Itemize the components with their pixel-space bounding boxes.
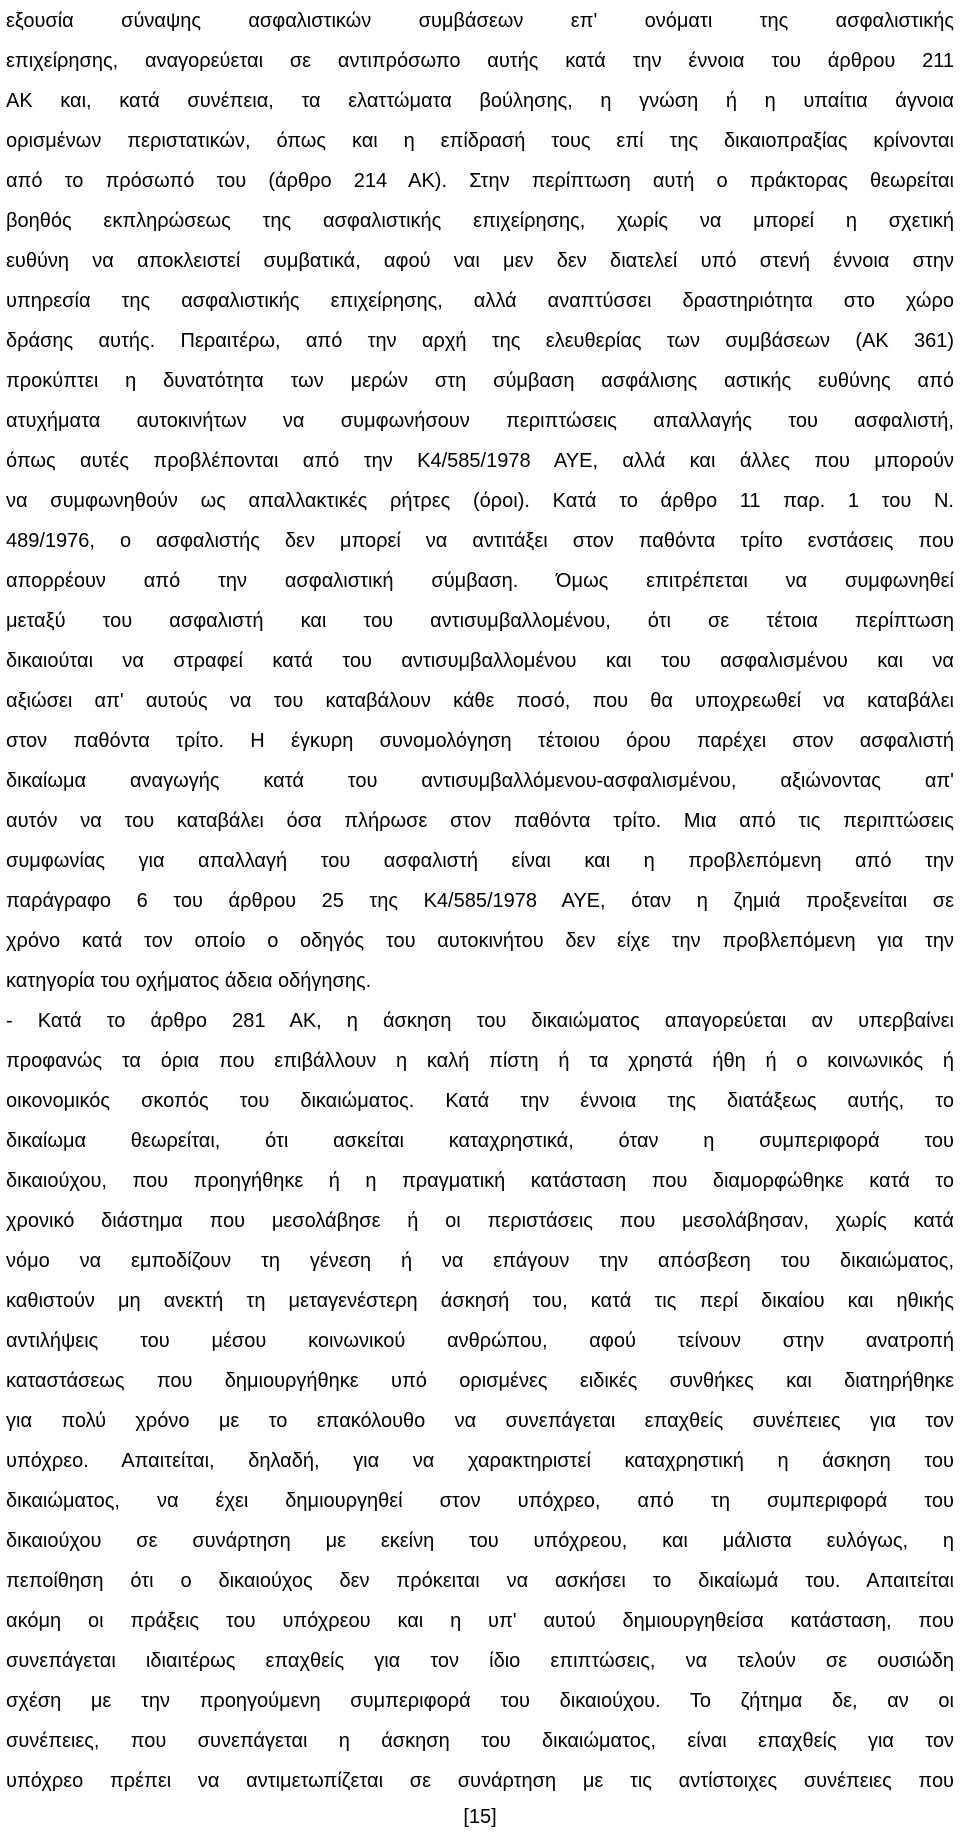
text-line: υπόχρεο πρέπει να αντιμετωπίζεται σε συνάρτηση με τις αντίστοιχες συνέπειες που <box>6 1770 954 1792</box>
text-line: δράσης αυτής. Περαιτέρω, από την αρχή της ελευθερίας των συμβάσεων (ΑΚ 361) <box>6 330 954 352</box>
text-line: χρόνο κατά τον οποίο ο οδηγός του αυτοκινήτου δεν είχε την προβλεπόμενη για την <box>6 930 954 952</box>
text-line: 489/1976, ο ασφαλιστής δεν μπορεί να αντιτάξει στον παθόντα τρίτο ενστάσεις που <box>6 530 954 552</box>
text-line: ορισμένων περιστατικών, όπως και η επίδρασή τους επί της δικαιοπραξίας κρίνονται <box>6 130 954 152</box>
text-line: συνεπάγεται ιδιαιτέρως επαχθείς για τον ίδιο επιπτώσεις, να τελούν σε ουσιώδη <box>6 1650 954 1672</box>
text-line: σχέση με την προηγούμενη συμπεριφορά του δικαιούχου. Το ζήτημα δε, αν οι <box>6 1690 954 1712</box>
text-line: παράγραφο 6 του άρθρου 25 της Κ4/585/1978 ΑΥΕ, όταν η ζημιά προξενείται σε <box>6 890 954 912</box>
text-line: για πολύ χρόνο με το επακόλουθο να συνεπάγεται επαχθείς συνέπειες για τον <box>6 1410 954 1432</box>
text-line: χρονικό διάστημα που μεσολάβησε ή οι περιστάσεις που μεσολάβησαν, χωρίς κατά <box>6 1210 954 1232</box>
text-line: συνέπειες, που συνεπάγεται η άσκηση του δικαιώματος, είναι επαχθείς για τον <box>6 1730 954 1752</box>
text-line: δικαιώματος, να έχει δημιουργηθεί στον υπόχρεο, από τη συμπεριφορά του <box>6 1490 954 1512</box>
text-line: δικαίωμα θεωρείται, ότι ασκείται καταχρηστικά, όταν η συμπεριφορά του <box>6 1130 954 1152</box>
text-line: καταστάσεως που δημιουργήθηκε υπό ορισμένες ειδικές συνθήκες και διατηρήθηκε <box>6 1370 954 1392</box>
text-line: αξιώσει απ' αυτούς να του καταβάλουν κάθε ποσό, που θα υποχρεωθεί να καταβάλει <box>6 690 954 712</box>
text-line: συμφωνίας για απαλλαγή του ασφαλιστή είναι και η προβλεπόμενη από την <box>6 850 954 872</box>
text-line: καθιστούν μη ανεκτή τη μεταγενέστερη άσκησή του, κατά τις περί δικαίου και ηθικής <box>6 1290 954 1312</box>
text-line: αντιλήψεις του μέσου κοινωνικού ανθρώπου, αφού τείνουν στην ανατροπή <box>6 1330 954 1352</box>
text-line: νόμο να εμποδίζουν τη γένεση ή να επάγουν την απόσβεση του δικαιώματος, <box>6 1250 954 1272</box>
text-line: πεποίθηση ότι ο δικαιούχος δεν πρόκειται να ασκήσει το δικαίωμά του. Απαιτείται <box>6 1570 954 1592</box>
page-number: [15] <box>463 1806 497 1828</box>
text-line: υπόχρεο. Απαιτείται, δηλαδή, για να χαρακτηριστεί καταχρηστική η άσκηση του <box>6 1450 954 1472</box>
text-line: κατηγορία του οχήματος άδεια οδήγησης. <box>6 970 372 992</box>
text-line: να συμφωνηθούν ως απαλλακτικές ρήτρες (όροι). Κατά το άρθρο 11 παρ. 1 του Ν. <box>6 490 954 512</box>
text-line: από το πρόσωπό του (άρθρο 214 ΑΚ). Στην περίπτωση αυτή ο πράκτορας θεωρείται <box>6 170 954 192</box>
text-line: δικαιούχου σε συνάρτηση με εκείνη του υπόχρεου, και μάλιστα ευλόγως, η <box>6 1530 954 1552</box>
text-line: προκύπτει η δυνατότητα των μερών στη σύμβαση ασφάλισης αστικής ευθύνης από <box>6 370 954 392</box>
text-line: όπως αυτές προβλέπονται από την Κ4/585/1978 ΑΥΕ, αλλά και άλλες που μπορούν <box>6 450 954 472</box>
text-line: - Κατά το άρθρο 281 ΑΚ, η άσκηση του δικαιώματος απαγορεύεται αν υπερβαίνει <box>6 1010 954 1032</box>
text-line: βοηθός εκπληρώσεως της ασφαλιστικής επιχείρησης, χωρίς να μπορεί η σχετική <box>6 210 954 232</box>
text-line: επιχείρησης, αναγορεύεται σε αντιπρόσωπο αυτής κατά την έννοια του άρθρου 211 <box>6 50 954 72</box>
text-line: μεταξύ του ασφαλιστή και του αντισυμβαλλομένου, ότι σε τέτοια περίπτωση <box>6 610 954 632</box>
text-line: εξουσία σύναψης ασφαλιστικών συμβάσεων επ' ονόματι της ασφαλιστικής <box>6 10 954 32</box>
text-line: αυτόν να του καταβάλει όσα πλήρωσε στον παθόντα τρίτο. Μια από τις περιπτώσεις <box>6 810 954 832</box>
text-line: ευθύνη να αποκλειστεί συμβατικά, αφού ναι μεν δεν διατελεί υπό στενή έννοια στην <box>6 250 954 272</box>
text-line: ΑΚ και, κατά συνέπεια, τα ελαττώματα βούλησης, η γνώση ή η υπαίτια άγνοια <box>6 90 954 112</box>
text-line: απορρέουν από την ασφαλιστική σύμβαση. Όμως επιτρέπεται να συμφωνηθεί <box>6 570 954 592</box>
text-line: δικαίωμα αναγωγής κατά του αντισυμβαλλόμενου-ασφαλισμένου, αξιώνοντας απ' <box>6 770 954 792</box>
text-line: δικαιούχου, που προηγήθηκε ή η πραγματική κατάσταση που διαμορφώθηκε κατά το <box>6 1170 954 1192</box>
text-line: δικαιούται να στραφεί κατά του αντισυμβαλλομένου και του ασφαλισμένου και να <box>6 650 954 672</box>
text-line: προφανώς τα όρια που επιβάλλουν η καλή πίστη ή τα χρηστά ήθη ή ο κοινωνικός ή <box>6 1050 954 1072</box>
text-line: ατυχήματα αυτοκινήτων να συμφωνήσουν περιπτώσεις απαλλαγής του ασφαλιστή, <box>6 410 954 432</box>
text-line: ακόμη οι πράξεις του υπόχρεου και η υπ' αυτού δημιουργηθείσα κατάσταση, που <box>6 1610 954 1632</box>
text-line: οικονομικός σκοπός του δικαιώματος. Κατά την έννοια της διατάξεως αυτής, το <box>6 1090 954 1112</box>
text-line: υπηρεσία της ασφαλιστικής επιχείρησης, αλλά αναπτύσσει δραστηριότητα στο χώρο <box>6 290 954 312</box>
text-line: στον παθόντα τρίτο. Η έγκυρη συνομολόγηση τέτοιου όρου παρέχει στον ασφαλιστή <box>6 730 954 752</box>
